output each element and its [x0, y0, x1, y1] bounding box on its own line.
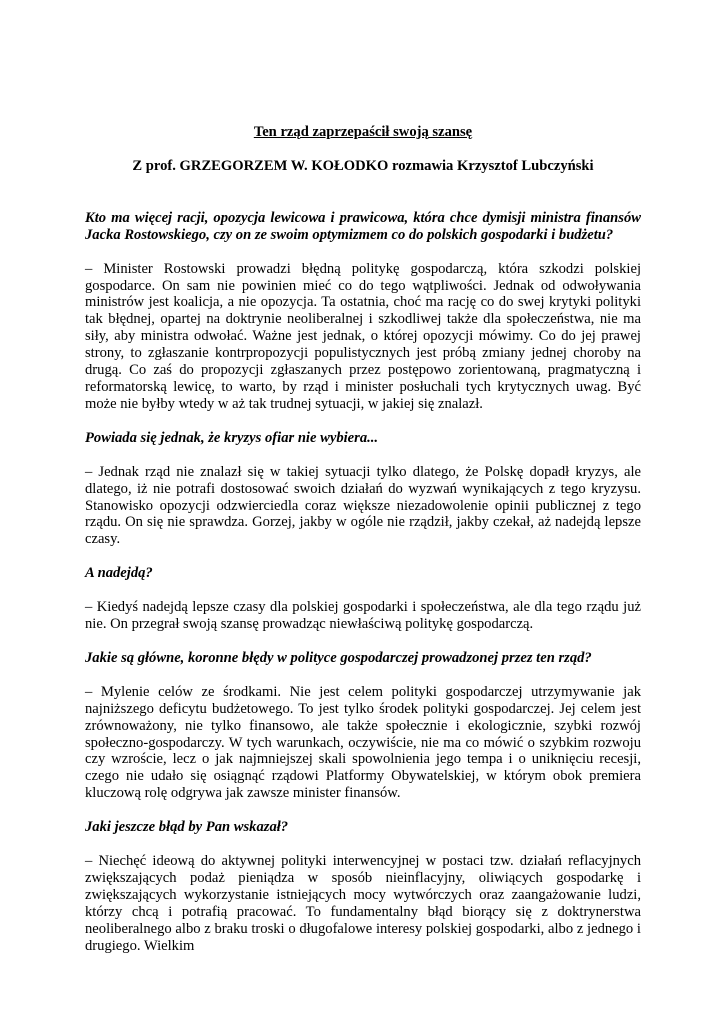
interview-question: A nadejdą? — [85, 565, 153, 582]
document-page — [85, 124, 641, 955]
interview-question: Powiada się jednak, że kryzys ofiar nie wybiera... — [85, 429, 379, 446]
interview-question: Jaki jeszcze błąd by Pan wskazał? — [85, 819, 289, 836]
article-subtitle: Z prof. GRZEGORZEM W. KOŁODKO rozmawia Krzysztof Lubczyński — [132, 157, 594, 174]
interview-answer: – Mylenie celów ze środkami. Nie jest celem polityki gospodarczej utrzymywanie jak najniższego deficytu budżetowego. To jest tylko środek polityki gospodarczej. Jej celem jest zrównoważony, nie tylko finansowo, ale także społecznie i ekologicznie, szybki rozwój społeczno-gospodarczy. W tych warunkach, oczywiście, nie ma co mówić o szybkim rozwoju czy wzroście, lecz o jak najmniejszej skali spowolnienia jego tempa i o uniknięciu recesji, czego nie udało się osiągnąć rządowi Platformy Obywatelskiej, w którym obok premiera kluczową rolę odgrywa jak zawsze minister finansów. — [85, 683, 641, 802]
interview-question: Kto ma więcej racji, opozycja lewicowa i prawicowa, która chce dymisji ministra finansów Jacka Rostowskiego, czy on ze swoim optymizmem co do polskich gospodarki i budżetu? — [85, 209, 641, 243]
interview-answer: – Kiedyś nadejdą lepsze czasy dla polskiej gospodarki i społeczeństwa, ale dla tego rządu już nie. On przegrał swoją szansę prowadząc niewłaściwą politykę gospodarczą. — [85, 599, 641, 633]
interview-answer: – Niechęć ideową do aktywnej polityki interwencyjnej w postaci tzw. działań reflacyjnych zwiększających podaż pieniądza w sposób nieinflacyjny, oliwiących gospodarkę i zwiększających wykorzystanie istniejących mocy wytwórczych oraz zaangażowanie ludzi, którzy chcą i potrafią pracować. To fundamentalny błąd biorący się z doktrynerstwa neoliberalnego albo z braku troski o długofalowe interesy polskiej gospodarki, albo z jednego i drugiego. Wielkim — [85, 853, 641, 954]
interview-answer: – Jednak rząd nie znalazł się w takiej sytuacji tylko dlatego, że Polskę dopadł kryzys, ale dlatego, iż nie potrafi dostosować swoich działań do wyzwań wynikających z tego kryzysu. Stanowisko opozycji odzwierciedla coraz większe niezadowolenie opinii publicznej z tego rządu. On się nie sprawdza. Gorzej, jakby w ogóle nie rządził, jakby czekał, aż nadejdą lepsze czasy. — [85, 463, 641, 548]
article-title: Ten rząd zaprzepaścił swoją szansę — [253, 124, 473, 140]
interview-question: Jakie są główne, koronne błędy w polityce gospodarczej prowadzonej przez ten rząd? — [85, 649, 592, 666]
interview-answer: – Minister Rostowski prowadzi błędną politykę gospodarczą, która szkodzi polskiej gospodarce. On sam nie powinien mieć co do tego wątpliwości. Jednak od odwoływania ministrów jest koalicja, a nie opozycja. Ta ostatnia, choć ma rację co do swej krytyki polityki tak błędnej, opartej na doktrynie neoliberalnej i szkodliwej także dla społeczeństwa, nie ma siły, aby ministra odwołać. Ważne jest jednak, o której opozycji mówimy. Co do jej prawej strony, to zgłaszanie kontrpropozycji populistycznych jest próbą zmiany jednej choroby na drugą. Co zaś do propozycji zgłaszanych przez postępowo zorientowaną, pragmatyczną i reformatorską lewicę, to warto, by rząd i minister posłuchali tych krytycznych uwag. Być może nie byłby wtedy w aż tak trudnej sytuacji, w jakiej się znalazł. — [85, 260, 641, 412]
